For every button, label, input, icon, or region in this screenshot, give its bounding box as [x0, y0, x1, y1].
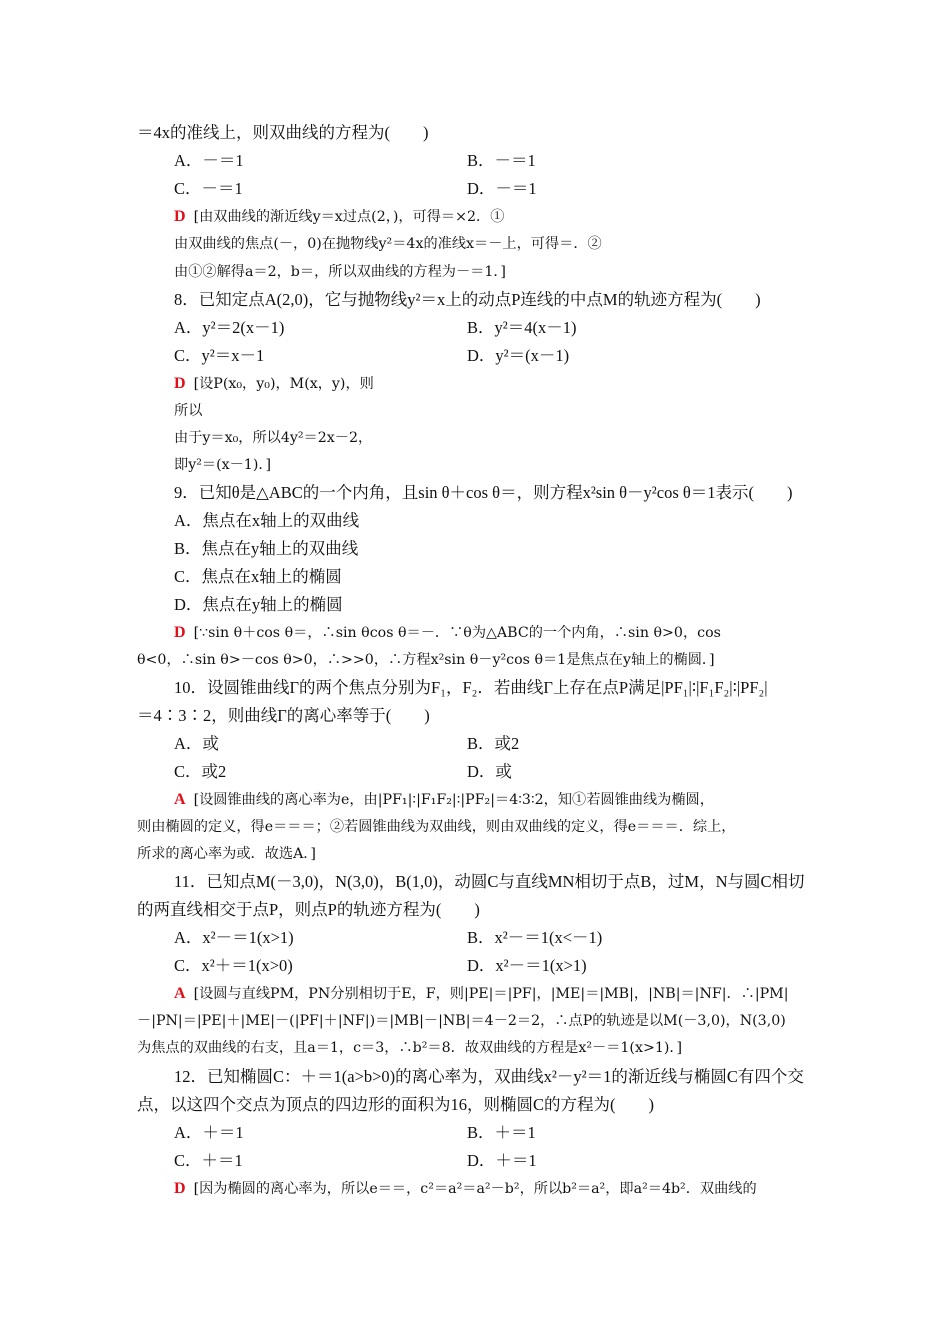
answer-tag: A — [174, 985, 186, 1002]
option-a: A．或 — [174, 734, 219, 753]
question-9-stem: 9．已知θ是△ABC的一个内角，且sin θ＋cos θ＝，则方程x²sin θ－y²cos θ＝1表示( ) — [174, 483, 793, 502]
answer-text: [设圆与直线PM，PN分别相切于E，F，则|PE|＝|PF|，|ME|＝|MB|，|NB|＝|NF|．∴|PM| — [193, 986, 789, 1002]
answer-line: 由双曲线的焦点(－，0)在抛物线y²＝4x的准线x＝－上，可得＝．② — [174, 236, 602, 252]
answer-line: 由于y＝x₀，所以4y²＝2x－2， — [174, 430, 373, 446]
question-8-stem: 8．已知定点A(2,0)，它与抛物线y²＝x上的动点P连线的中点M的轨迹方程为( ) — [174, 290, 761, 309]
answer-7 — [174, 207, 854, 227]
option-b: B．－＝1 — [467, 151, 536, 170]
answer-line: 所以 — [174, 403, 203, 419]
option-a: A．－＝1 — [174, 151, 244, 170]
answer-line: 即y²＝(x－1)．] — [174, 457, 271, 473]
option-d: D．或 — [467, 762, 512, 781]
answer-11 — [174, 984, 854, 1004]
option-d: D．x²－＝1(x>1) — [467, 956, 587, 975]
question-12-stem: 12．已知椭圆C：＋＝1(a>b>0)的离心率为，双曲线x²－y²＝1的渐近线与椭圆C有四个交 — [174, 1067, 804, 1086]
question-11-stem: 11．已知点M(－3,0)，N(3,0)，B(1,0)，动圆C与直线MN相切于点B，过M，N与圆C相切 — [174, 872, 805, 891]
option-b: B．y²＝4(x－1) — [467, 318, 577, 337]
answer-tag: D — [174, 375, 186, 392]
answer-text: [因为椭圆的离心率为，所以e＝＝，c²＝a²＝a²－b²，所以b²＝a²，即a²＝4b²．双曲线的 — [193, 1181, 757, 1197]
question-7-stem-end: ＝4x的准线上，则双曲线的方程为( ) — [137, 123, 429, 142]
question-11-stem-cont: 的两直线相交于点P，则点P的轨迹方程为( ) — [137, 900, 480, 919]
option-b: B．x²－＝1(x<－1) — [467, 928, 603, 947]
option-c: C．x²＋＝1(x>0) — [174, 956, 293, 975]
answer-line: 则由椭圆的定义，得e＝＝＝；②若圆锥曲线为双曲线，则由双曲线的定义，得e＝＝＝．综上， — [137, 819, 736, 835]
option-c: C．－＝1 — [174, 179, 243, 198]
option-b: B．＋＝1 — [467, 1123, 536, 1142]
answer-line: θ<0，∴sin θ>－cos θ>0，∴>>0，∴方程x²sin θ－y²cos θ＝1是焦点在y轴上的椭圆．] — [137, 652, 715, 668]
option-c: C．＋＝1 — [174, 1151, 243, 1170]
option-a: A．y²＝2(x－1) — [174, 318, 285, 337]
answer-tag: D — [174, 1180, 186, 1197]
question-12-stem-cont: 点，以这四个交点为顶点的四边形的面积为16，则椭圆C的方程为( ) — [137, 1095, 654, 1114]
option-d: D．焦点在y轴上的椭圆 — [174, 595, 343, 614]
answer-text: [设P(x₀，y₀)，M(x，y)，则 — [193, 376, 374, 392]
option-d: D．y²＝(x－1) — [467, 346, 570, 365]
answer-line: 由①②解得a＝2，b＝，所以双曲线的方程为－＝1．] — [174, 264, 506, 280]
answer-8 — [174, 374, 854, 394]
option-c: C．或2 — [174, 762, 227, 781]
answer-tag: D — [174, 624, 186, 641]
answer-text: [由双曲线的渐近线y＝x过点(2，)，可得＝×2．① — [193, 209, 505, 225]
option-a: A．焦点在x轴上的双曲线 — [174, 511, 360, 530]
answer-line: 所求的离心率为或．故选A．] — [137, 846, 316, 862]
question-10-stem: 10．设圆锥曲线Γ的两个焦点分别为F₁，F₂．若曲线Γ上存在点P满足|PF₁|∶|F₁F₂|∶|PF₂| — [174, 678, 768, 697]
option-b: B．焦点在y轴上的双曲线 — [174, 539, 359, 558]
answer-10 — [174, 790, 854, 810]
answer-line: －|PN|＝|PE|＋|ME|－(|PF|＋|NF|)＝|MB|－|NB|＝4－2＝2，∴点P的轨迹是以M(－3,0)，N(3,0) — [137, 1013, 786, 1029]
answer-tag: A — [174, 791, 186, 808]
answer-tag: D — [174, 208, 186, 225]
question-10-stem-cont: ＝4∶3∶2，则曲线Γ的离心率等于( ) — [137, 706, 430, 725]
option-a: A．x²－＝1(x>1) — [174, 928, 294, 947]
option-c: C．y²＝x－1 — [174, 346, 265, 365]
option-c: C．焦点在x轴上的椭圆 — [174, 567, 342, 586]
answer-12 — [174, 1179, 854, 1199]
option-a: A．＋＝1 — [174, 1123, 244, 1142]
answer-text: [∵sin θ＋cos θ＝，∴sin θcos θ＝－．∵θ为△ABC的一个内角，∴sin θ>0，cos — [193, 625, 721, 641]
answer-line: 为焦点的双曲线的右支，且a＝1，c＝3，∴b²＝8．故双曲线的方程是x²－＝1(x>1)．] — [137, 1040, 683, 1056]
option-d: D．＋＝1 — [467, 1151, 537, 1170]
option-b: B．或2 — [467, 734, 520, 753]
answer-text: [设圆锥曲线的离心率为e，由|PF₁|∶|F₁F₂|∶|PF₂|＝4∶3∶2，知①若圆锥曲线为椭圆， — [193, 792, 714, 808]
answer-9 — [174, 623, 854, 643]
option-d: D．－＝1 — [467, 179, 537, 198]
